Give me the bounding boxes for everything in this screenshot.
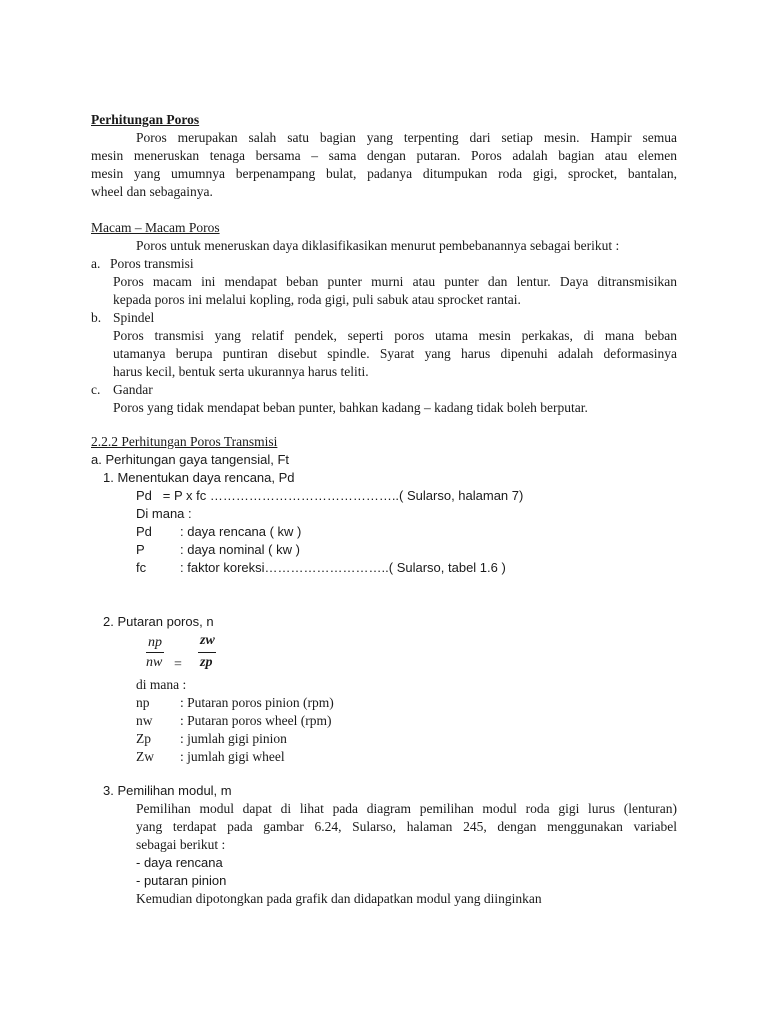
frac-left-denominator: nw [146,655,163,670]
subheading-a: a. Perhitungan gaya tangensial, Ft [91,452,290,467]
list-item-line: kepada poros ini melalui kopling, roda gigi, puli sabuk atau sprocket rantai. [113,292,521,307]
def-symbol: Pd [136,524,152,539]
list-item-title: Poros transmisi [110,256,194,271]
step2-dimana: di mana : [136,677,187,692]
section-heading-macam: Macam – Macam Poros [91,220,220,235]
step3-paragraph [136,800,677,854]
list-item-title: Spindel [113,310,155,325]
step3-title: 3. Pemilihan modul, m [103,783,232,798]
frac-left-numerator: np [148,635,162,650]
step1-formula: Pd = P x fc ……………………………………..( Sularso, halaman 7) [136,488,524,503]
list-item-line: Poros macam ini mendapat beban punter murni atau punter dan lentur. Daya ditransmisikan [113,274,677,289]
intro-line: mesin meneruskan tenaga bersama – sama dengan putaran. Poros adalah bagian atau elemen [91,148,677,163]
equals-sign: = [174,657,182,672]
fraction-bar [146,652,164,653]
step3-line: sebagai berikut : [136,837,226,852]
intro-line: wheel dan sebagainya. [91,184,213,199]
def-symbol: P [136,542,145,557]
step3-closing: Kemudian dipotongkan pada grafik dan didapatkan modul yang diinginkan [136,891,542,906]
intro-line: Poros merupakan salah satu bagian yang terpenting dari setiap mesin. Hampir semua [136,130,677,145]
fraction-bar [198,652,216,653]
list-marker: c. [91,382,101,397]
frac-right-numerator: zw [200,633,215,648]
step3-line: yang terdapat pada gambar 6.24, Sularso, halaman 245, dengan menggunakan variabel [136,819,677,834]
bullet-item: - daya rencana [136,855,223,870]
def-description: : faktor koreksi………………………..( Sularso, tabel 1.6 ) [180,560,506,575]
def-description: : daya rencana ( kw ) [180,524,302,539]
list-marker: a. [91,256,101,271]
macam-intro: Poros untuk meneruskan daya diklasifikasikan menurut pembebanannya sebagai berikut : [136,238,620,253]
page-title: Perhitungan Poros [91,112,200,127]
step2-title: 2. Putaran poros, n [103,614,214,629]
def-description: : daya nominal ( kw ) [180,542,300,557]
list-marker: b. [91,310,102,325]
def-symbol: nw [136,713,153,728]
list-item-line: harus kecil, bentuk serta ukurannya harus teliti. [113,364,369,379]
list-item-line: Poros yang tidak mendapat beban punter, bahkan kadang – kadang tidak boleh berputar. [113,400,588,415]
section-heading-222: 2.2.2 Perhitungan Poros Transmisi [91,434,278,449]
def-symbol: Zp [136,731,151,746]
def-description: : Putaran poros wheel (rpm) [180,713,332,728]
step3-line: Pemilihan modul dapat di lihat pada diagram pemilihan modul roda gigi lurus (lenturan) [136,801,677,816]
def-description: : jumlah gigi wheel [180,749,285,764]
def-symbol: np [136,695,150,710]
intro-paragraph [91,129,677,201]
frac-right-denominator: zp [200,655,213,670]
list-item-title: Gandar [113,382,153,397]
list-item-line: utamanya berupa puntiran disebut spindle. Syarat yang harus dipenuhi adalah deformasinya [113,346,677,361]
intro-line: mesin yang umumnya berpenampang bulat, padanya ditumpukan roda gigi, sprocket, bantalan, [91,166,677,181]
def-symbol: Zw [136,749,154,764]
list-item-body [113,273,677,309]
def-description: : Putaran poros pinion (rpm) [180,695,334,710]
step1-title: 1. Menentukan daya rencana, Pd [103,470,295,485]
def-symbol: fc [136,560,147,575]
step1-dimana: Di mana : [136,506,192,521]
list-item-body [113,327,677,381]
def-description: : jumlah gigi pinion [180,731,287,746]
bullet-item: - putaran pinion [136,873,227,888]
list-item-line: Poros transmisi yang relatif pendek, seperti poros utama mesin perkakas, di mana beban [113,328,677,343]
